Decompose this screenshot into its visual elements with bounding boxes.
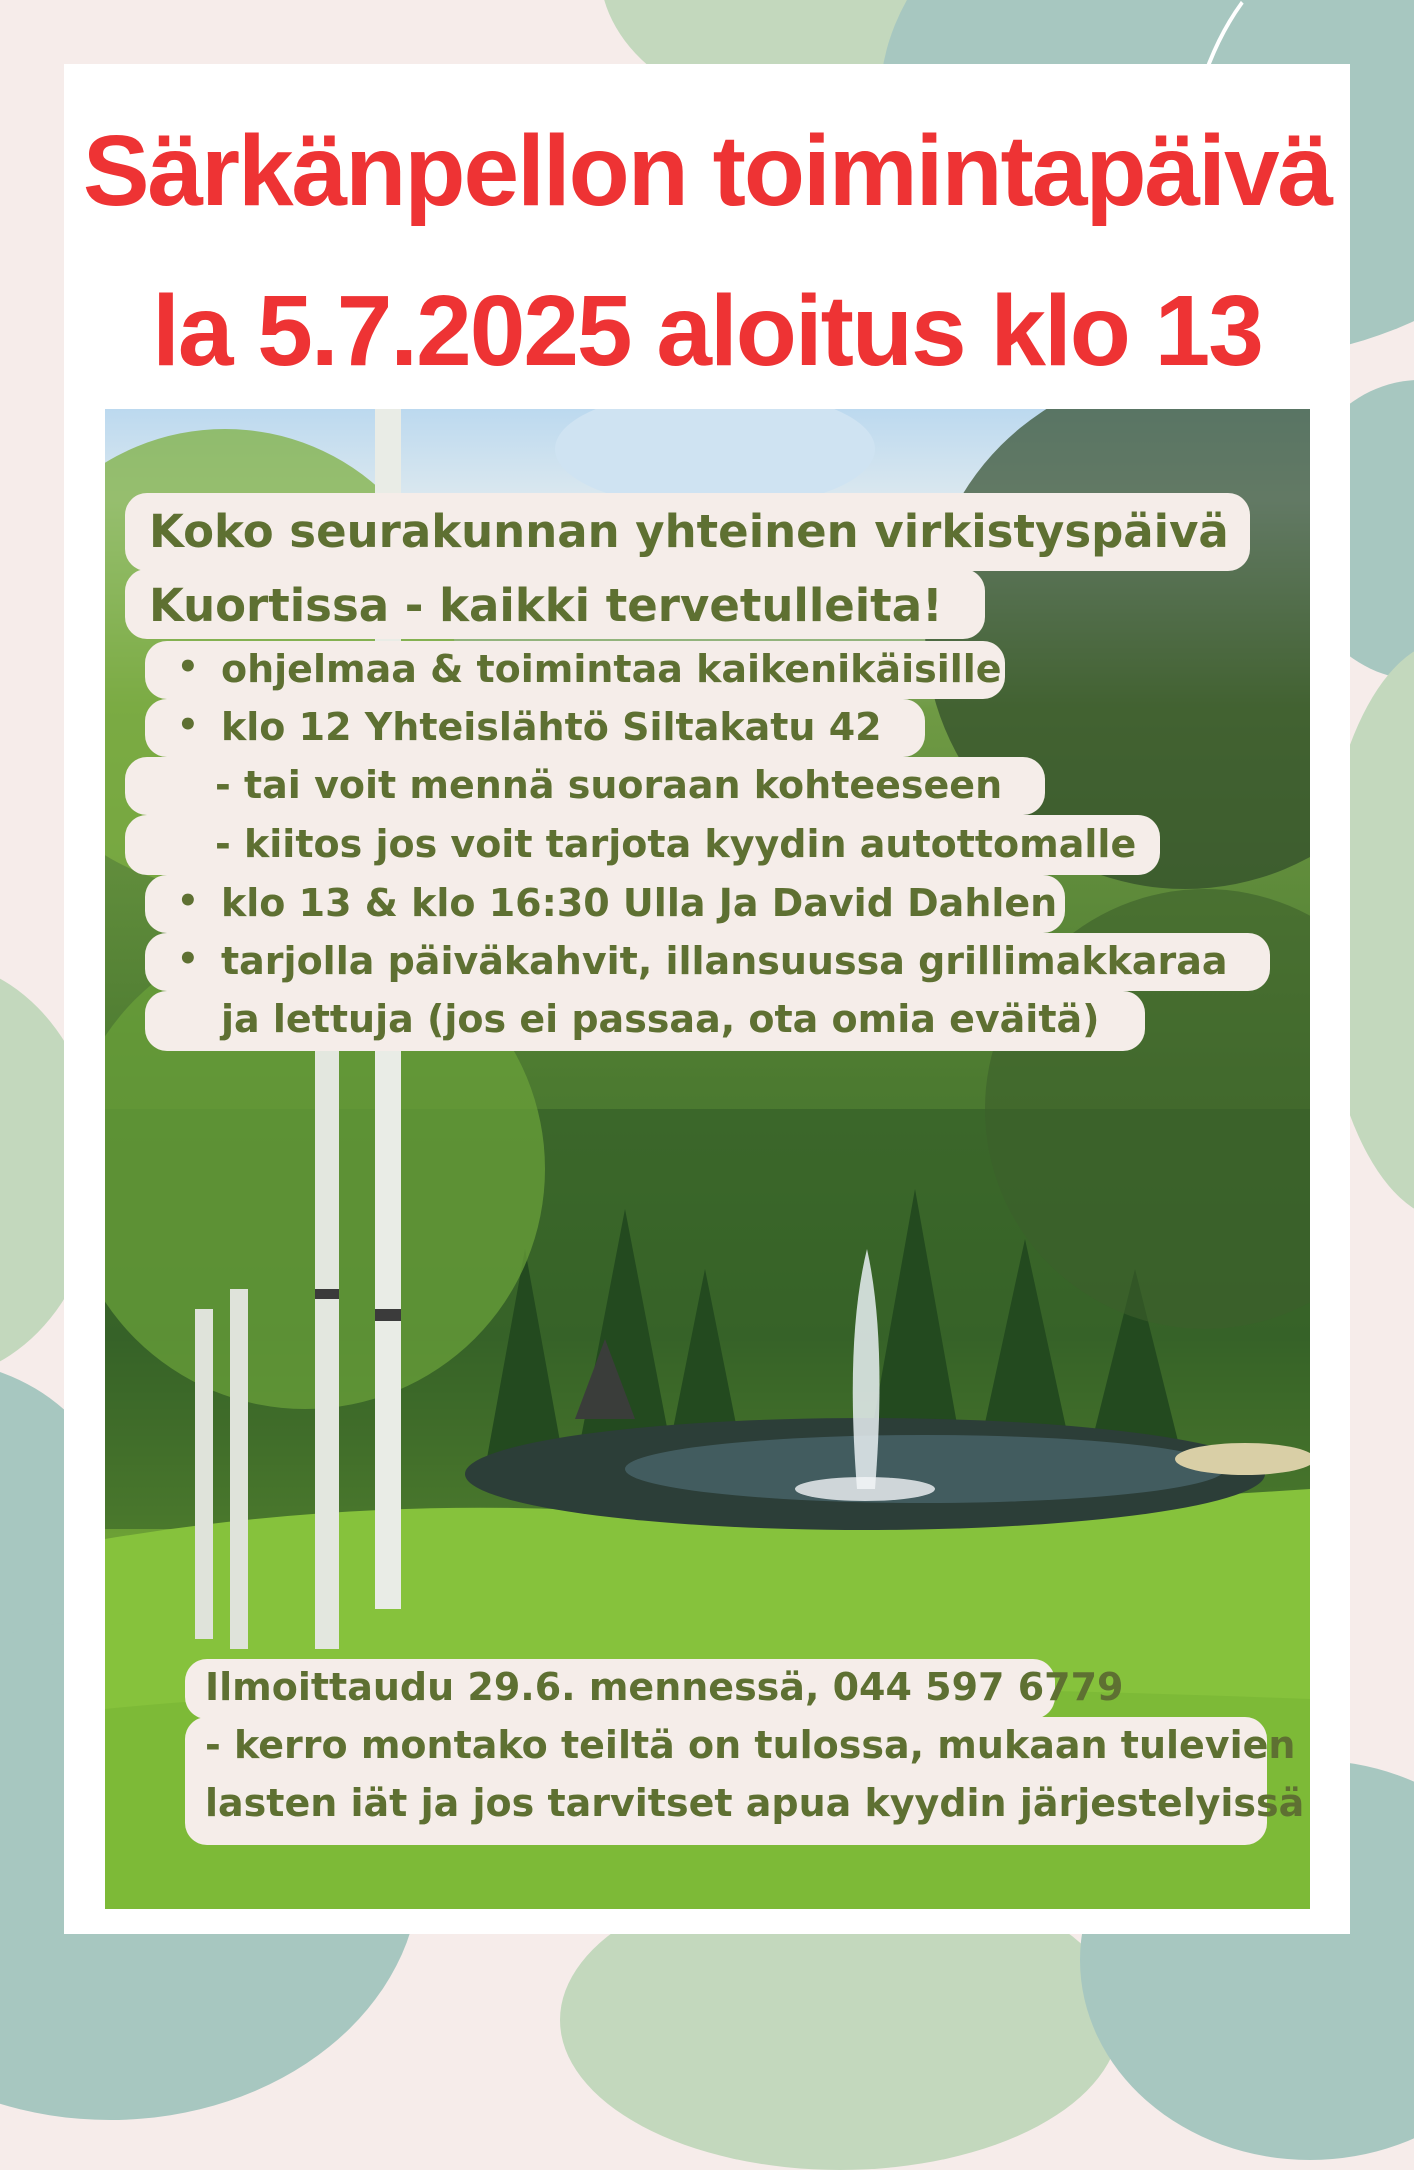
program-item: ohjelmaa & toimintaa kaikenikäisille [221,647,1002,691]
program-item-continuation: ja lettuja (jos ei passaa, ota omia eväitä) [221,997,1100,1041]
intro-heading: Koko seurakunnan yhteinen virkistyspäivä [149,505,1229,558]
poster-date-line: la 5.7.2025 aloitus klo 13 [152,275,1262,387]
program-item: klo 13 & klo 16:30 Ulla Ja David Dahlen [221,881,1058,925]
program-subitem: - tai voit mennä suoraan kohteeseen [215,763,1003,807]
registration-deadline: Ilmoittaudu 29.6. mennessä, 044 597 6779 [205,1665,1124,1709]
registration-instructions: lasten iät ja jos tarvitset apua kyydin järjestelyissä [205,1781,1305,1825]
poster-card [64,64,1350,1934]
program-item: klo 12 Yhteislähtö Siltakatu 42 [221,705,882,749]
bullet-icon: • [177,881,199,921]
bullet-icon: • [177,647,199,687]
program-subitem: - kiitos jos voit tarjota kyydin autottomalle [215,822,1137,866]
registration-instructions: - kerro montako teiltä on tulossa, mukaan tulevien [205,1723,1296,1767]
bullet-icon: • [177,705,199,745]
intro-subheading: Kuortissa - kaikki tervetulleita! [149,579,943,632]
bullet-icon: • [177,939,199,979]
park-photo [105,409,1310,1909]
program-item: tarjolla päiväkahvit, illansuussa grillimakkaraa [221,939,1228,983]
poster-title: Särkänpellon toimintapäivä [82,115,1332,227]
